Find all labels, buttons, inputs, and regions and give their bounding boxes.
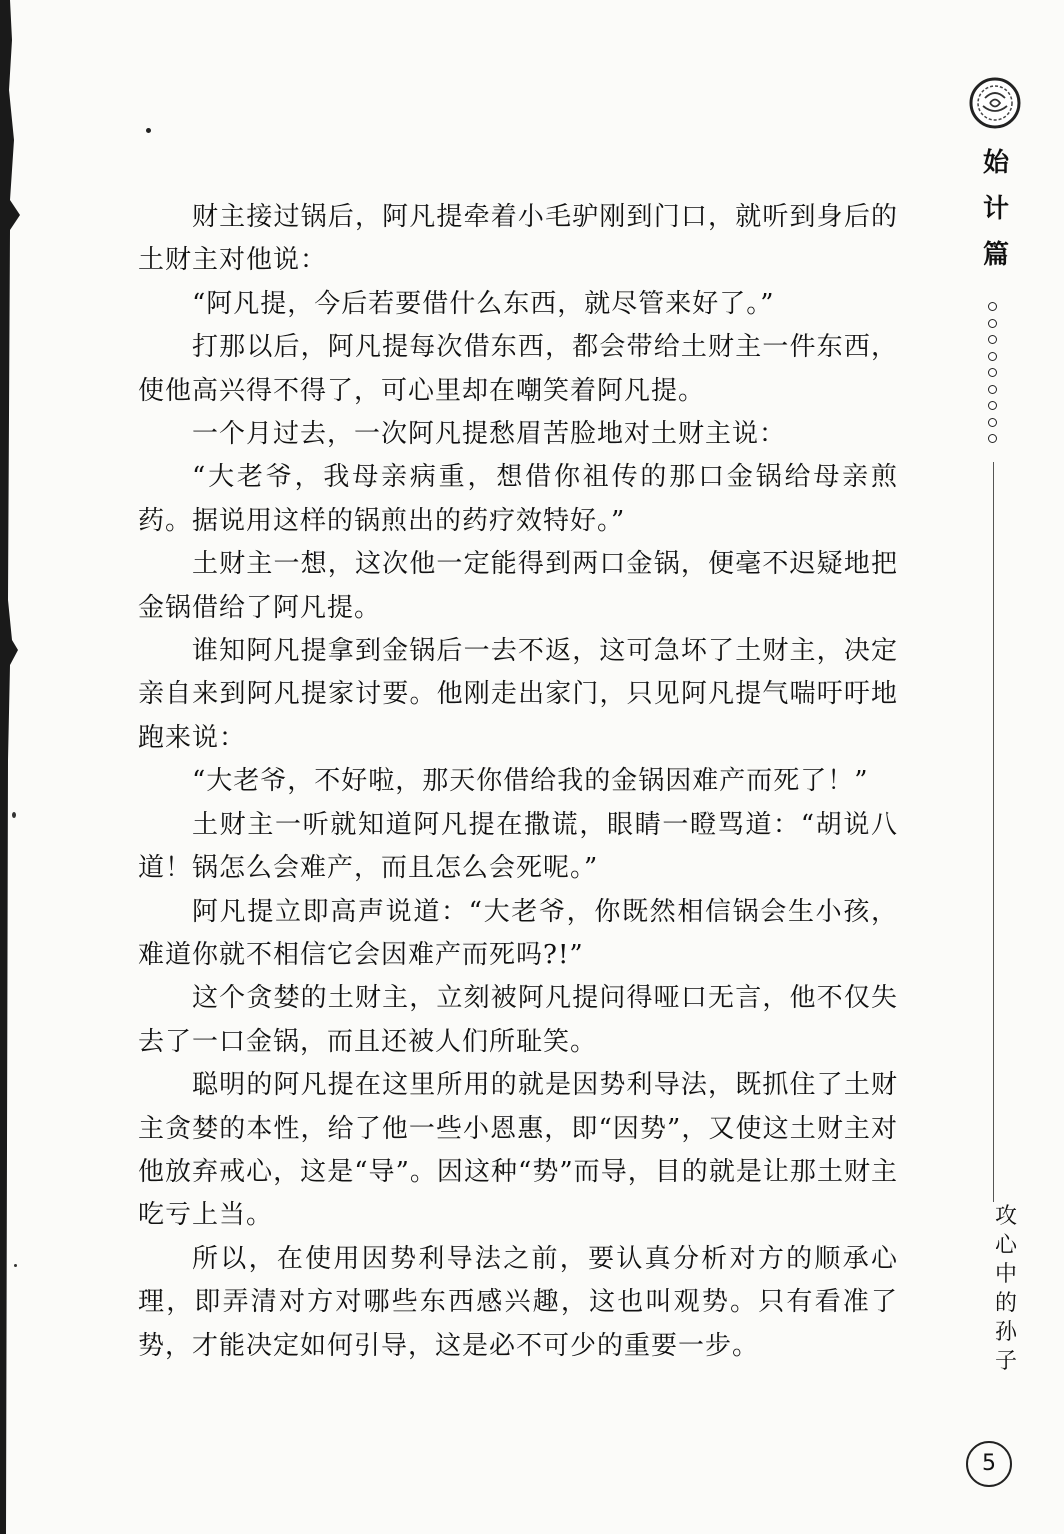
side-margin <box>968 0 1028 1534</box>
section-title-char: 始 <box>982 148 1009 178</box>
paragraph: “阿凡提，今后若要借什么东西，就尽管来好了。” <box>192 288 775 319</box>
book-title-char: 心 <box>994 1233 1017 1258</box>
paragraph: 谁知阿凡提拿到金锅后一去不返，这可急坏了土财主，决定亲自来到阿凡提家讨要。他刚走出家门，只见阿凡提气喘吁吁地跑来说： <box>138 636 898 753</box>
bead-ornament <box>988 302 1000 451</box>
bead <box>988 401 997 410</box>
scan-edge-shadow <box>0 0 22 1534</box>
book-title <box>984 1202 1028 1376</box>
book-title-char: 孙 <box>994 1320 1017 1345</box>
section-title-char: 计 <box>982 194 1009 224</box>
paragraph: 土财主一想，这次他一定能得到两口金锅，便毫不迟疑地把金锅借给了阿凡提。 <box>138 549 898 623</box>
article-body <box>138 196 898 1368</box>
section-title-char: 篇 <box>982 240 1009 270</box>
stray-dot <box>146 128 151 133</box>
paragraph: 阿凡提立即高声说道：“大老爷，你既然相信锅会生小孩，难道你就不相信它会因难产而死吗?!” <box>138 896 898 970</box>
stray-mark <box>12 812 16 818</box>
paragraph: 聪明的阿凡提在这里所用的就是因势利导法，既抓住了土财主贪婪的本性，给了他一些小恩惠，即“因势”，又使这土财主对他放弃戒心，这是“导”。因这种“势”而导，目的就是让那土财主吃亏上当。 <box>138 1070 898 1231</box>
emblem-icon <box>968 76 1022 130</box>
paragraph: 财主接过锅后，阿凡提牵着小毛驴刚到门口，就听到身后的土财主对他说： <box>138 202 898 276</box>
stray-mark <box>14 1264 17 1267</box>
book-title-char: 的 <box>994 1291 1017 1316</box>
bead <box>988 352 997 361</box>
paragraph: 打那以后，阿凡提每次借东西，都会带给土财主一件东西，使他高兴得不得了，可心里却在嘲笑着阿凡提。 <box>138 332 898 406</box>
bead <box>988 434 997 443</box>
paragraph: 这个贪婪的土财主，立刻被阿凡提问得哑口无言，他不仅失去了一口金锅，而且还被人们所耻笑。 <box>138 983 898 1057</box>
section-title <box>976 140 1016 278</box>
paragraph: “大老爷，我母亲病重，想借你祖传的那口金锅给母亲煎药。据说用这样的锅煎出的药疗效特好。” <box>138 462 898 536</box>
paragraph: “大老爷，不好啦，那天你借给我的金锅因难产而死了！” <box>192 766 869 797</box>
bead <box>988 335 997 344</box>
book-title-char: 子 <box>994 1349 1017 1374</box>
book-title-char: 攻 <box>994 1204 1017 1229</box>
book-title-char: 中 <box>994 1262 1017 1287</box>
bead <box>988 368 997 377</box>
bead <box>988 302 997 311</box>
paragraph: 一个月过去，一次阿凡提愁眉苦脸地对土财主说： <box>192 419 787 450</box>
page-number: 5 <box>966 1441 1012 1487</box>
bead <box>988 385 997 394</box>
paragraph: 所以，在使用因势利导法之前，要认真分析对方的顺承心理，即弄清对方对哪些东西感兴趣，这也叫观势。只有看准了势，才能决定如何引导，这是必不可少的重要一步。 <box>138 1243 898 1361</box>
bead <box>988 418 997 427</box>
bead <box>988 319 997 328</box>
paragraph: 土财主一听就知道阿凡提在撒谎，眼睛一瞪骂道：“胡说八道！锅怎么会难产，而且怎么会死呢。” <box>138 809 898 884</box>
